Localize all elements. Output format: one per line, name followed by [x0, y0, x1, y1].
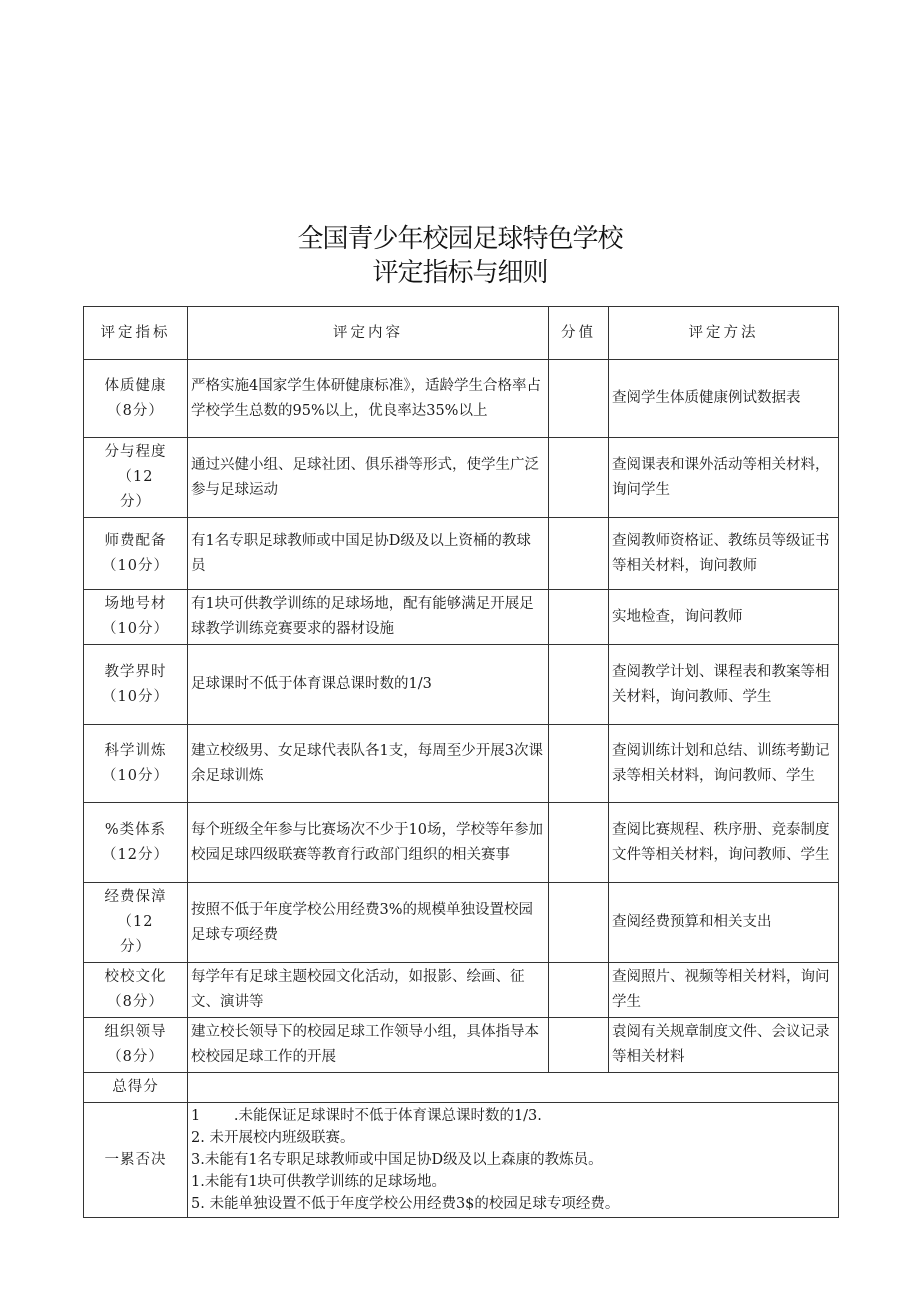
- score-cell[interactable]: [549, 725, 609, 803]
- indicator-cell: [84, 518, 188, 590]
- score-cell[interactable]: [549, 963, 609, 1018]
- score-cell[interactable]: [549, 645, 609, 725]
- score-cell[interactable]: [549, 518, 609, 590]
- indicator-points: （10分）: [102, 621, 169, 637]
- method-cell: 查阅教学计划、课程表和教案等相关材料，询问教师、学生: [609, 645, 839, 725]
- content-cell: 足球课时不低于体育课总课时数的1/3: [188, 645, 549, 725]
- table-row: [84, 518, 839, 590]
- indicator-points: （8分）: [107, 1049, 164, 1065]
- indicator-name: 师费配备: [104, 532, 167, 549]
- content-cell: 建立校长领导下的校园足球工作领导小组，具体指导本校校园足球工作的开展: [188, 1018, 549, 1073]
- veto-items: [188, 1103, 839, 1218]
- table-body: [84, 360, 839, 1073]
- table-row: [84, 725, 839, 803]
- header-score: 分值: [549, 307, 609, 360]
- indicator-points: （10分）: [102, 767, 169, 784]
- table-header-row: [84, 307, 839, 360]
- indicator-name: 科学训炼: [104, 742, 167, 759]
- veto-item: 3.未能有1名专职足球教师或中国足协D级及以上森康的教炼员。: [191, 1152, 603, 1168]
- score-cell[interactable]: [549, 1018, 609, 1073]
- indicator-points: （10分）: [102, 688, 169, 705]
- method-cell: 查阅学生体质健康例试数据表: [609, 360, 839, 438]
- table-row: [84, 803, 839, 883]
- indicator-cell: [84, 1018, 188, 1073]
- table-row: [84, 1018, 839, 1073]
- veto-item: 1.未能有1块可供教学训练的足球场地。: [191, 1174, 447, 1190]
- veto-item: 5. 未能单独设置不低于年度学校公用经费3$的校园足球专项经费。: [191, 1196, 620, 1212]
- veto-item: 1 .未能保证足球课时不低于体育课总课时数的1/3.: [191, 1108, 542, 1124]
- content-cell: 有1名专职足球教师或中国足协D级及以上资桶的教球员: [188, 518, 549, 590]
- method-cell: 查阅比赛规程、秩序册、竞泰制度文件等相关材料，询问教师、学生: [609, 803, 839, 883]
- indicator-points: （10分）: [102, 557, 169, 574]
- indicator-name: %类体系: [104, 821, 167, 838]
- content-cell: 通过兴健小组、足球社团、俱乐褂等形式，使学生广泛参与足球运动: [188, 438, 549, 518]
- method-cell: 实地检查，询问教师: [609, 590, 839, 645]
- indicator-cell: [84, 360, 188, 438]
- indicator-name: 体质健康: [104, 377, 167, 394]
- content-cell: 有1块可供教学训练的足球场地，配有能够满足开展足球教学训练竞赛要求的器材设施: [188, 590, 549, 645]
- method-cell: 查阅训练计划和总结、训练考勤记录等相关材料，询问教师、学生: [609, 725, 839, 803]
- content-cell: 按照不低于年度学校公用经费3%的规模单独设置校园足球专项经费: [188, 883, 549, 963]
- page-title-line2: 评定指标与细则: [372, 258, 548, 288]
- header-method: 评定方法: [609, 307, 839, 360]
- score-cell[interactable]: [549, 803, 609, 883]
- total-label: 总得分: [84, 1073, 188, 1103]
- indicator-points: （12分）: [102, 846, 169, 863]
- header-content: 评定内容: [188, 307, 549, 360]
- score-cell[interactable]: [549, 360, 609, 438]
- table-row: [84, 438, 839, 518]
- method-cell: 查阅照片、视频等相关材料，询问学生: [609, 963, 839, 1018]
- veto-label: 一累否决: [84, 1103, 188, 1218]
- indicator-points: （8分）: [107, 994, 164, 1010]
- content-cell: 每个班级全年参与比赛场次不少于10场，学校等年参加校园足球四级联赛等教育行政部门组织的相关赛事: [188, 803, 549, 883]
- method-cell: 查阅课表和课外活动等相关材料，询问学生: [609, 438, 839, 518]
- method-cell: 查阅教师资格证、教练员等级证书等相关材料，询问教师: [609, 518, 839, 590]
- header-indicator: 评定指标: [84, 307, 188, 360]
- table-row: [84, 590, 839, 645]
- veto-item: 2. 未开展校内班级联赛。: [191, 1130, 355, 1146]
- indicator-points: 分）: [120, 494, 151, 510]
- indicator-name: 场地号材: [104, 596, 167, 612]
- total-value: [188, 1073, 839, 1103]
- content-cell: 建立校级男、女足球代表队各1支，每周至少开展3次课余足球训炼: [188, 725, 549, 803]
- veto-row: [84, 1103, 839, 1218]
- table-row: [84, 963, 839, 1018]
- table-row: [84, 645, 839, 725]
- total-row: [84, 1073, 839, 1103]
- indicator-points: （8分）: [107, 402, 164, 419]
- indicator-cell: [84, 590, 188, 645]
- score-cell[interactable]: [549, 438, 609, 518]
- indicator-points: 分）: [120, 939, 151, 955]
- indicator-cell: [84, 438, 188, 518]
- indicator-cell: [84, 803, 188, 883]
- content-cell: 每学年有足球主题校园文化活动，如报影、绘画、征文、演讲等: [188, 963, 549, 1018]
- indicator-name: 校校文化: [104, 969, 167, 985]
- evaluation-table: [83, 306, 839, 1218]
- score-cell[interactable]: [549, 590, 609, 645]
- indicator-cell: [84, 725, 188, 803]
- table-row: [84, 883, 839, 963]
- indicator-cell: [84, 883, 188, 963]
- method-cell: 查阅经费预算和相关支出: [609, 883, 839, 963]
- indicator-cell: [84, 963, 188, 1018]
- indicator-cell: [84, 645, 188, 725]
- indicator-name: 经费保漳（12: [104, 889, 167, 930]
- indicator-name: 分与程度（12: [104, 444, 167, 485]
- content-cell: 严格实施4国家学生体研健康标准》，适龄学生合格率占学校学生总数的95%以上，优良率达35%以上: [188, 360, 549, 438]
- indicator-name: 教学界时: [104, 663, 167, 680]
- indicator-name: 组织领导: [104, 1024, 167, 1040]
- page-title-line1: 全国青少年校园足球特色学校: [297, 224, 623, 254]
- method-cell: 袁阅有关规章制度文件、会议记录等相关材料: [609, 1018, 839, 1073]
- table-row: [84, 360, 839, 438]
- score-cell[interactable]: [549, 883, 609, 963]
